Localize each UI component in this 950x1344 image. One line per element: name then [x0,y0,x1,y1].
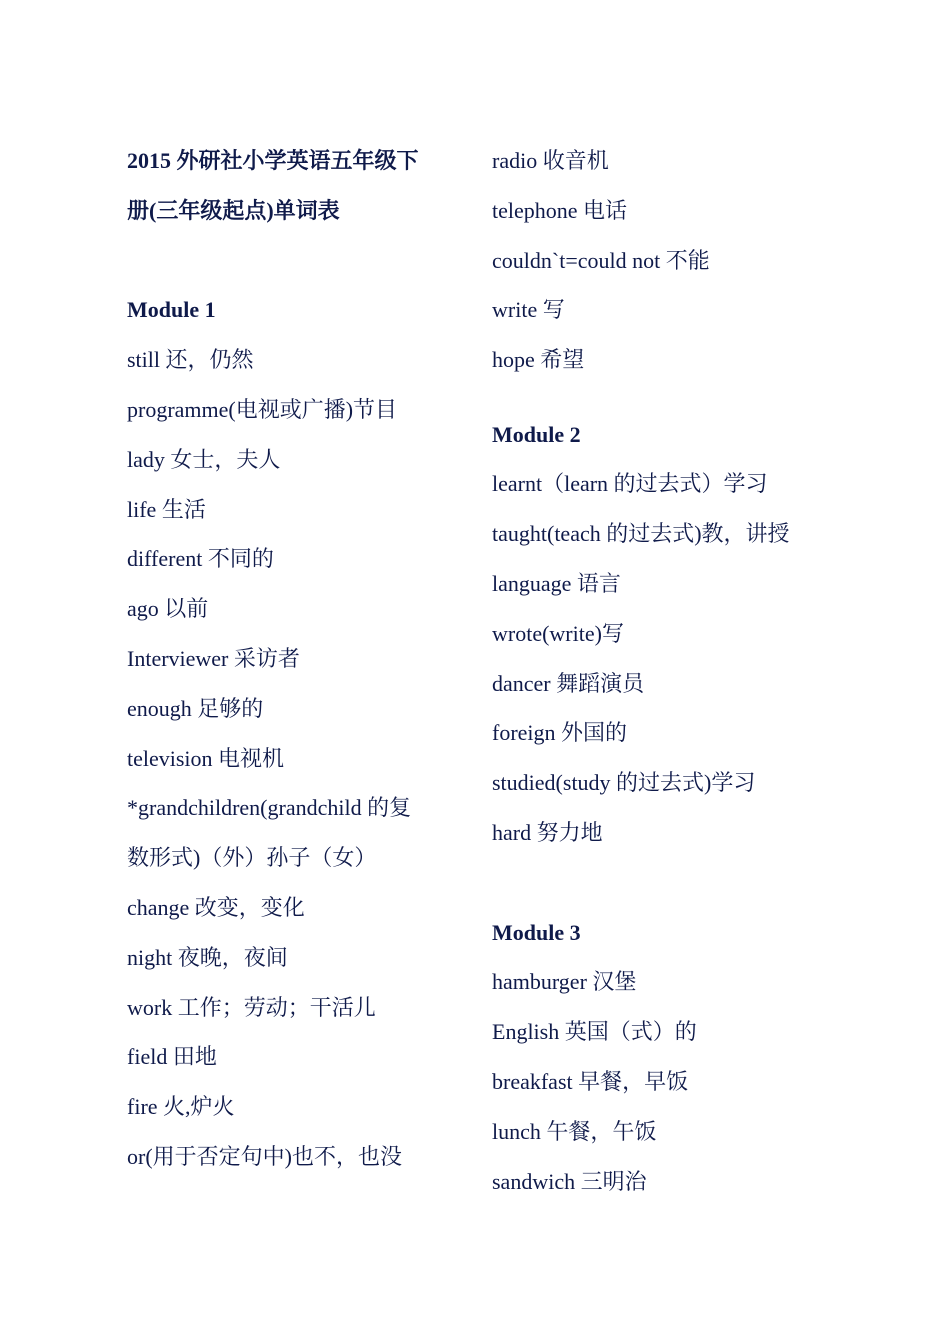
word-entry: field 田地 [127,1044,217,1070]
word-entry: couldn`t=could not 不能 [492,247,710,273]
module-3-heading: Module 3 [492,919,581,945]
blank-line [127,236,467,286]
word-entry: lady 女士，夫人 [127,446,281,472]
word-entry: different 不同的 [127,546,274,572]
word-entry: Interviewer 采访者 [127,645,300,671]
word-entry: night 夜晚，夜间 [127,944,288,970]
word-entry: or(用于否定句中)也不，也没 [127,1143,402,1169]
word-entry: hope 希望 [492,347,585,373]
document-title-line-2: 册(三年级起点)单词表 [127,197,340,223]
word-entry: hamburger 汉堡 [492,969,637,995]
word-entry: 数形式)（外）孙子（女） [127,845,377,871]
word-entry: language 语言 [492,570,621,596]
word-entry: change 改变，变化 [127,894,305,920]
blank-line [492,858,832,908]
word-entry: work 工作；劳动；干活儿 [127,994,376,1020]
word-entry: studied(study 的过去式)学习 [492,770,756,796]
left-column [127,136,467,1182]
word-entry: wrote(write)写 [492,620,624,646]
word-entry: enough 足够的 [127,695,264,721]
word-entry: ago 以前 [127,596,209,622]
blank-line [492,385,832,410]
word-entry: *grandchildren(grandchild 的复 [127,795,412,821]
word-entry: radio 收音机 [492,148,609,173]
word-entry: lunch 午餐，午饭 [492,1118,657,1144]
document-title-line-1: 2015 外研社小学英语五年级下 [127,148,419,173]
word-entry: English 英国（式）的 [492,1019,697,1045]
word-entry: dancer 舞蹈演员 [492,670,645,696]
word-entry: taught(teach 的过去式)教，讲授 [492,521,790,547]
word-entry: sandwich 三明治 [492,1168,647,1194]
word-entry: television 电视机 [127,745,285,771]
word-entry: write 写 [492,297,565,323]
word-entry: hard 努力地 [492,819,603,845]
word-entry: life 生活 [127,496,206,522]
word-entry: still 还，仍然 [127,347,254,373]
word-entry: fire 火,炉火 [127,1094,235,1120]
word-entry: foreign 外国的 [492,720,628,746]
word-entry: telephone 电话 [492,197,628,223]
word-entry: learnt（learn 的过去式）学习 [492,471,768,497]
word-entry: programme(电视或广播)节目 [127,396,398,422]
word-entry: breakfast 早餐，早饭 [492,1068,689,1094]
module-1-heading: Module 1 [127,297,216,323]
right-column [492,136,832,1206]
module-2-heading: Module 2 [492,421,581,447]
